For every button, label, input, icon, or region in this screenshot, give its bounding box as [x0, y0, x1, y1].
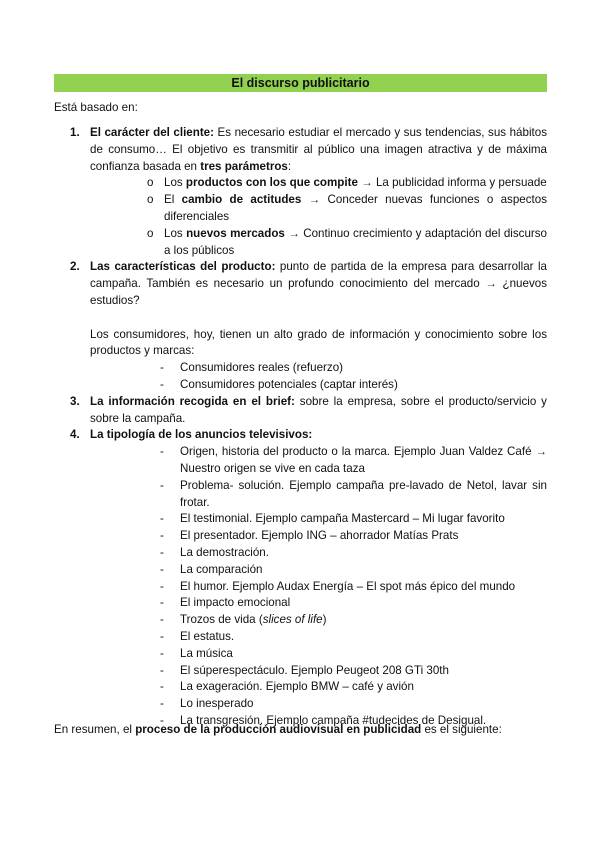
intro-text: Está basado en: — [54, 101, 138, 114]
item-text: punto de partida de la empresa para desarrollar la campaña. También es necesario un profundo conocimiento del mercado → ¿nuevos estudios? — [90, 260, 548, 307]
list-item: o Los nuevos mercados → Continuo crecimiento y adaptación del discurso a los públicos — [147, 226, 548, 257]
list-item: - El testimonial. Ejemplo campaña Mastercard – Mi lugar favorito — [90, 511, 547, 528]
item-tail: : — [287, 159, 292, 173]
list-item: - Problema- solución. Ejemplo campaña pre-lavado de Netol, lavar sin frotar. — [160, 478, 547, 509]
ad-types-list — [90, 444, 547, 730]
list-item: - Consumidores potenciales (captar interés) — [90, 377, 547, 394]
list-item-client — [54, 125, 547, 259]
list-item: - Origen, historia del producto o la marca. Ejemplo Juan Valdez Café → Nuestro origen se vive en cada taza — [160, 445, 547, 475]
item-label: Las características del producto: — [90, 260, 276, 274]
conclusion-text: En resumen, el proceso de la producción audiovisual en publicidad es el siguiente: — [54, 723, 502, 736]
dash-marker: - — [160, 697, 164, 711]
list-item: - La transgresión. Ejemplo campaña #tudecides de Desigual. — [90, 713, 547, 730]
dash-marker: - — [160, 596, 164, 610]
item-number: 2. — [70, 260, 80, 274]
item-text: Es necesario estudiar el mercado y sus tendencias, sus hábitos de consumo… El objetivo es transmitir al público una imagen atractiva y de máxima confianza basada en — [90, 126, 547, 173]
dash-marker: - — [160, 377, 164, 391]
dash-marker: - — [160, 680, 164, 694]
item-number: 4. — [70, 428, 80, 442]
dash-marker: - — [160, 545, 164, 559]
dash-marker: - — [160, 613, 164, 627]
main-list — [54, 125, 547, 730]
list-item: - El impacto emocional — [90, 595, 547, 612]
list-item: - La música — [90, 646, 547, 663]
list-item: - La comparación — [90, 562, 547, 579]
dash-marker: - — [160, 361, 164, 375]
item-number: 1. — [70, 126, 80, 139]
dash-marker: - — [160, 629, 164, 643]
section-title: El discurso publicitario — [54, 74, 547, 92]
list-item: - El presentador. Ejemplo ING – ahorrador Matías Prats — [90, 528, 547, 545]
list-item: o Los productos con los que compite → La publicidad informa y persuade — [90, 175, 547, 192]
item-label: La tipología de los anuncios televisivos: — [90, 428, 313, 442]
bullet-marker: o — [147, 176, 154, 190]
item-label: El carácter del cliente: — [90, 126, 214, 139]
dash-marker: - — [160, 562, 164, 576]
list-item: - Trozos de vida (slices of life) — [90, 612, 547, 629]
list-item-product — [54, 259, 547, 393]
list-item: - La exageración. Ejemplo BMW – café y avión — [90, 679, 547, 696]
list-item: o El cambio de actitudes → Conceder nuevas funciones o aspectos diferenciales — [147, 193, 547, 223]
dash-marker: - — [160, 663, 164, 677]
list-item-brief — [54, 394, 547, 428]
dash-marker: - — [160, 529, 164, 543]
list-item: - Consumidores reales (refuerzo) — [90, 360, 547, 377]
list-item: - El súperespectáculo. Ejemplo Peugeot 208 GTi 30th — [90, 663, 547, 680]
spacer — [90, 310, 547, 327]
consumers-paragraph: Los consumidores, hoy, tienen un alto grado de información y conocimiento sobre los productos y marcas: — [90, 327, 547, 358]
dash-marker: - — [160, 713, 164, 727]
item-bold-end: tres parámetros — [200, 159, 288, 173]
list-item: - Lo inesperado — [90, 696, 547, 713]
parameters-list — [90, 175, 547, 259]
item-text: sobre la empresa, sobre el producto/servicio y sobre la campaña. — [90, 394, 547, 425]
dash-marker: - — [160, 579, 164, 593]
list-item-typology — [54, 427, 547, 729]
bullet-marker: o — [147, 193, 154, 207]
dash-marker: - — [160, 478, 164, 492]
consumers-list — [90, 360, 547, 394]
list-item: - El estatus. — [90, 629, 547, 646]
item-number: 3. — [70, 394, 80, 408]
dash-marker: - — [160, 646, 164, 660]
bullet-marker: o — [147, 226, 154, 240]
dash-marker: - — [160, 512, 164, 526]
dash-marker: - — [160, 445, 164, 459]
list-item: - La demostración. — [90, 545, 547, 562]
list-item: - El humor. Ejemplo Audax Energía – El spot más épico del mundo — [90, 579, 547, 596]
item-label: La información recogida en el brief: — [90, 394, 295, 408]
